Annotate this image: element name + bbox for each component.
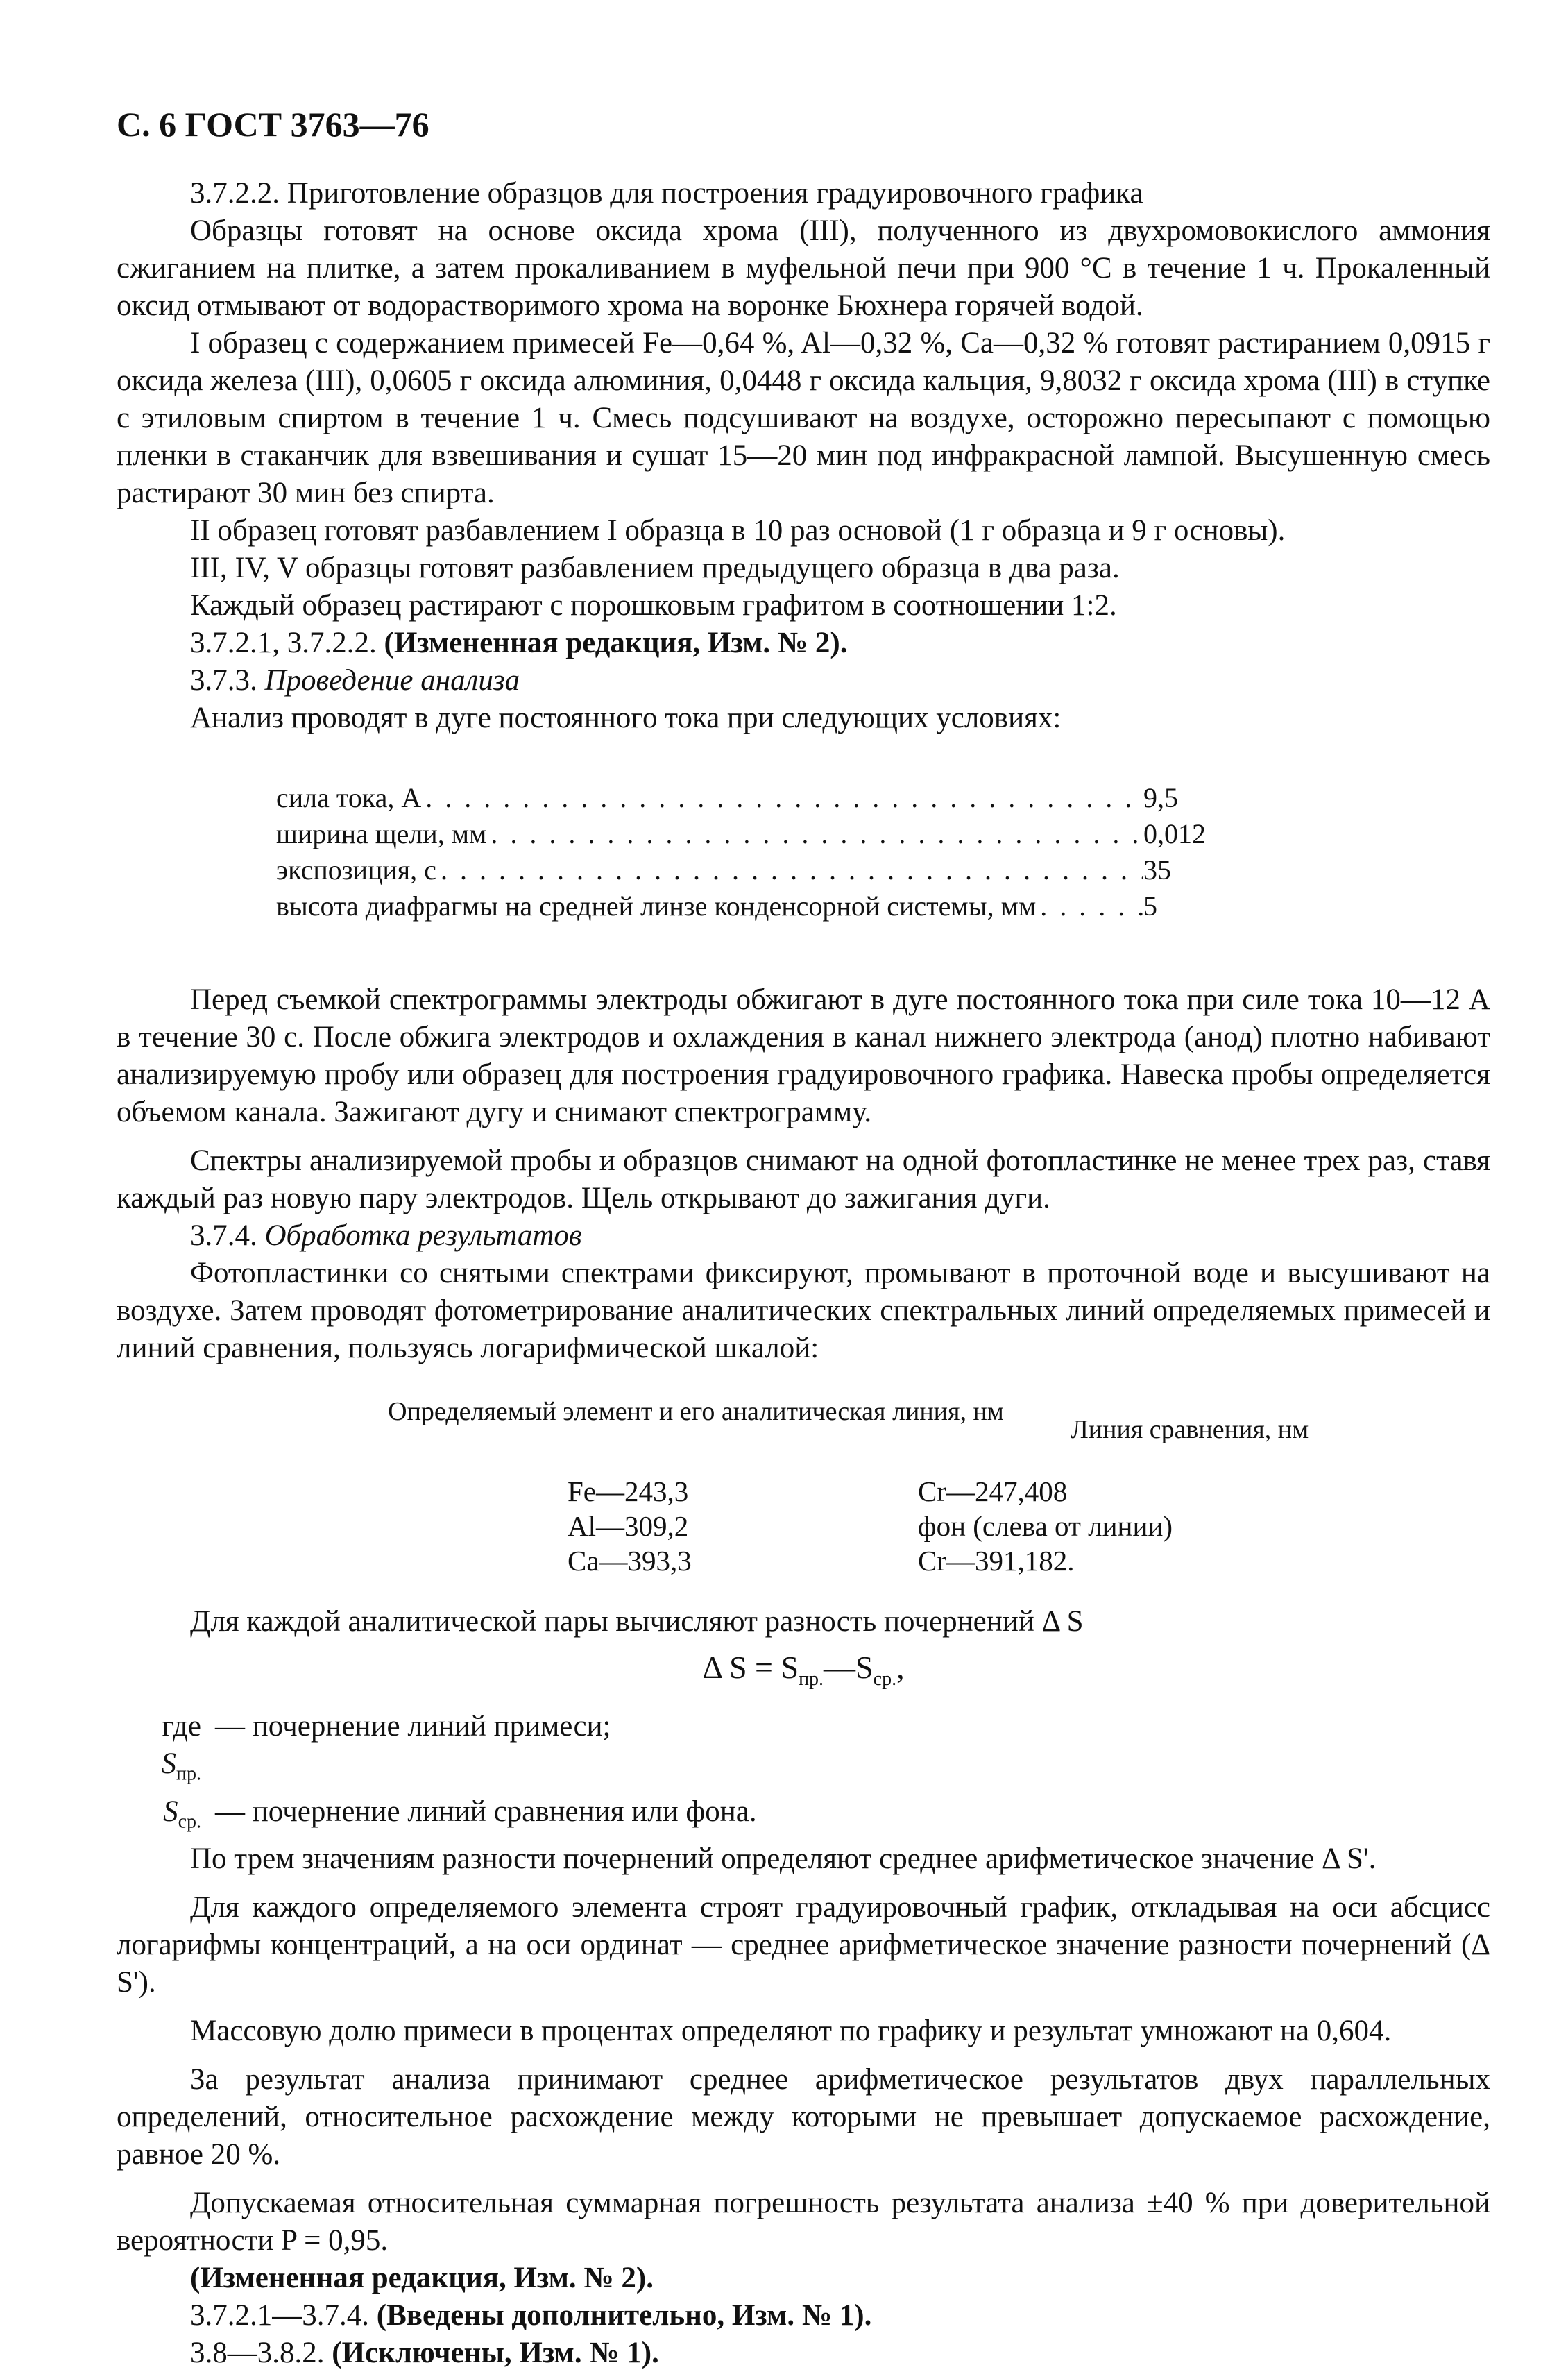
comparison-line: Cr—247,408 [918,1475,1068,1507]
table-body [117,1474,1490,1578]
paragraph: Спектры анализируемой пробы и образцов снимают на одной фотопластинке не менее трех раз, ставя каждый раз новую пару электродов. Щель открывают до зажигания дуги. [117,1144,1490,1214]
leader-dots [1036,888,1143,924]
condition-label: ширина щели, мм [276,818,487,849]
edit-note [117,2335,1490,2372]
section-number: 3.7.3. [190,664,257,697]
symbol: S [163,1795,178,1828]
edit-note-text: (Введены дополнительно, Изм. № 1). [376,2299,872,2332]
paragraph: Анализ проводят в дуге постоянного тока при следующих условиях: [190,702,1062,734]
paragraph: Допускаемая относительная суммарная погрешность результата анализа ±40 % при доверительной вероятности P = 0,95. [117,2187,1490,2257]
paragraph: Фотопластинки со снятыми спектрами фиксируют, промывают в проточной воде и высушивают на воздухе. Затем проводят фотометрирование аналитических спектральных линий определяемых примесей и линий сравнения, пользуясь логарифмической шкалой: [117,1257,1490,1364]
paragraph: За результат анализа принимают среднее арифметическое результатов двух параллельных определений, относительное расхождение между которыми не превышает допускаемое расхождение, равное 20 %. [117,2063,1490,2171]
condition-label: экспозиция, с [276,854,436,886]
page-header: С. 6 ГОСТ 3763—76 [117,105,429,144]
where-prefix: где [162,1710,201,1743]
section-number: 3.7.4. [190,1219,257,1252]
leader-dots [436,852,1143,888]
section-3722-heading: 3.7.2.2. Приготовление образцов для построения градуировочного графика [190,177,1143,210]
condition-label: высота диафрагмы на средней линзе конденсорной системы, мм [276,890,1037,922]
comparison-line: Cr—391,182. [918,1545,1075,1577]
edit-note [117,2260,1490,2297]
paragraph: По трем значениям разности почернений определяют среднее арифметическое значение Δ S'. [190,1842,1377,1876]
edit-note [117,625,1490,662]
section-title: Проведение анализа [264,664,520,697]
table-header [117,1395,1490,1446]
condition-row [276,780,1220,816]
edit-note-text: (Измененная редакция, Изм. № 2). [190,2262,654,2295]
paragraph: Для каждого определяемого элемента строят градуировочный график, откладывая на оси абсцисс логарифмы концентраций, а на оси ординат — среднее арифметическое значение разности почернений (Δ S'). [117,1891,1490,1999]
paragraph: Массовую долю примеси в процентах определяют по графику и результат умножают на 0,604. [190,2015,1392,2048]
symbol-sub: ср. [178,1811,201,1833]
edit-note-text: (Измененная редакция, Изм. № 2). [384,627,848,659]
column-header: Определяемый элемент и его аналитическая линия, нм [388,1397,1004,1426]
paragraph: Перед съемкой спектрограммы электроды обжигают в дуге постоянного тока при силе тока 10—12 А в течение 30 с. После обжига электродов и охлаждения в канал нижнего электрода (анод) плотно набивают анализируемую пробу или образец для построения градуировочного графика. Навеска пробы определяется объемом канала. Зажигают дугу и снимают спектрограмму. [117,983,1490,1128]
condition-value: 9,5 [1143,782,1178,813]
condition-value: 35 [1143,854,1171,886]
leader-dots [486,816,1143,852]
edit-note-ref: 3.8—3.8.2. [190,2337,325,2370]
column-header: Линия сравнения, нм [1071,1415,1309,1444]
conditions-list [276,780,1490,924]
paragraph: II образец готовят разбавлением I образца в 10 раз основой (1 г образца и 9 г основы). [190,514,1286,547]
symbol: S [161,1747,177,1781]
formula [117,1649,1490,1698]
section-title: Обработка результатов [264,1219,582,1252]
where-symbol [117,1708,215,1793]
table-row [117,1509,1490,1543]
formula-end: , [896,1650,905,1685]
formula-mid: —S [824,1650,874,1685]
where-row [117,1708,1490,1793]
where-text: — почернение линий примеси; [215,1710,611,1743]
paragraph: I образец с содержанием примесей Fe—0,64 %, Al—0,32 %, Ca—0,32 % готовят растиранием 0,0915 г оксида железа (III), 0,0605 г оксида алюминия, 0,0448 г оксида кальция, 9,8032 г оксида хрома (III) в ступке с этиловым спиртом в течение 1 ч. Смесь подсушивают на воздухе, осторожно пересыпают с помощью пленки в стаканчик для взвешивания и сушат 15—20 мин под инфракрасной лампой. Высушенную смесь растирают 30 мин без спирта. [117,327,1490,509]
condition-row [276,816,1220,852]
edit-note-text: (Исключены, Изм. № 1). [332,2337,659,2370]
section-374-heading [117,1217,1490,1255]
formula-lhs: Δ S = S [702,1650,799,1685]
formula-sub: пр. [799,1668,824,1691]
condition-row [276,852,1220,888]
paragraph: Образцы готовят на основе оксида хрома (III), полученного из двухромовокислого аммония сжиганием на плитке, а затем прокаливанием в муфельной печи при 900 °С в течение 1 ч. Прокаленный оксид отмывают от водорастворимого хрома на воронке Бюхнера горячей водой. [117,214,1490,322]
comparison-line: фон (слева от линии) [918,1510,1173,1542]
condition-value: 0,012 [1143,818,1206,849]
condition-row [276,888,1220,924]
paragraph: III, IV, V образцы готовят разбавлением предыдущего образца в два раза. [190,552,1120,584]
condition-value: 5 [1143,890,1157,922]
table-row [117,1543,1490,1578]
table-row [117,1474,1490,1509]
leader-dots [421,780,1143,816]
element-line: Fe—243,3 [568,1475,689,1507]
where-row [117,1793,1490,1841]
spectral-lines-table [117,1395,1490,1578]
document-body [117,175,1490,2372]
condition-label: сила тока, А [276,782,422,813]
symbol-sub: пр. [176,1763,201,1785]
edit-note-ref: 3.7.2.1—3.7.4. [190,2299,369,2332]
element-line: Ca—393,3 [568,1545,692,1577]
paragraph: Каждый образец растирают с порошковым графитом в соотношении 1:2. [190,589,1117,622]
paragraph: Для каждой аналитической пары вычисляют разность почернений Δ S [190,1605,1084,1638]
formula-sub: ср. [873,1668,897,1691]
where-text: — почернение линий сравнения или фона. [215,1795,757,1828]
section-373-heading [117,662,1490,700]
edit-note [117,2297,1490,2335]
where-symbol [117,1793,215,1841]
element-line: Al—309,2 [568,1510,689,1542]
edit-note-ref: 3.7.2.1, 3.7.2.2. [190,627,377,659]
